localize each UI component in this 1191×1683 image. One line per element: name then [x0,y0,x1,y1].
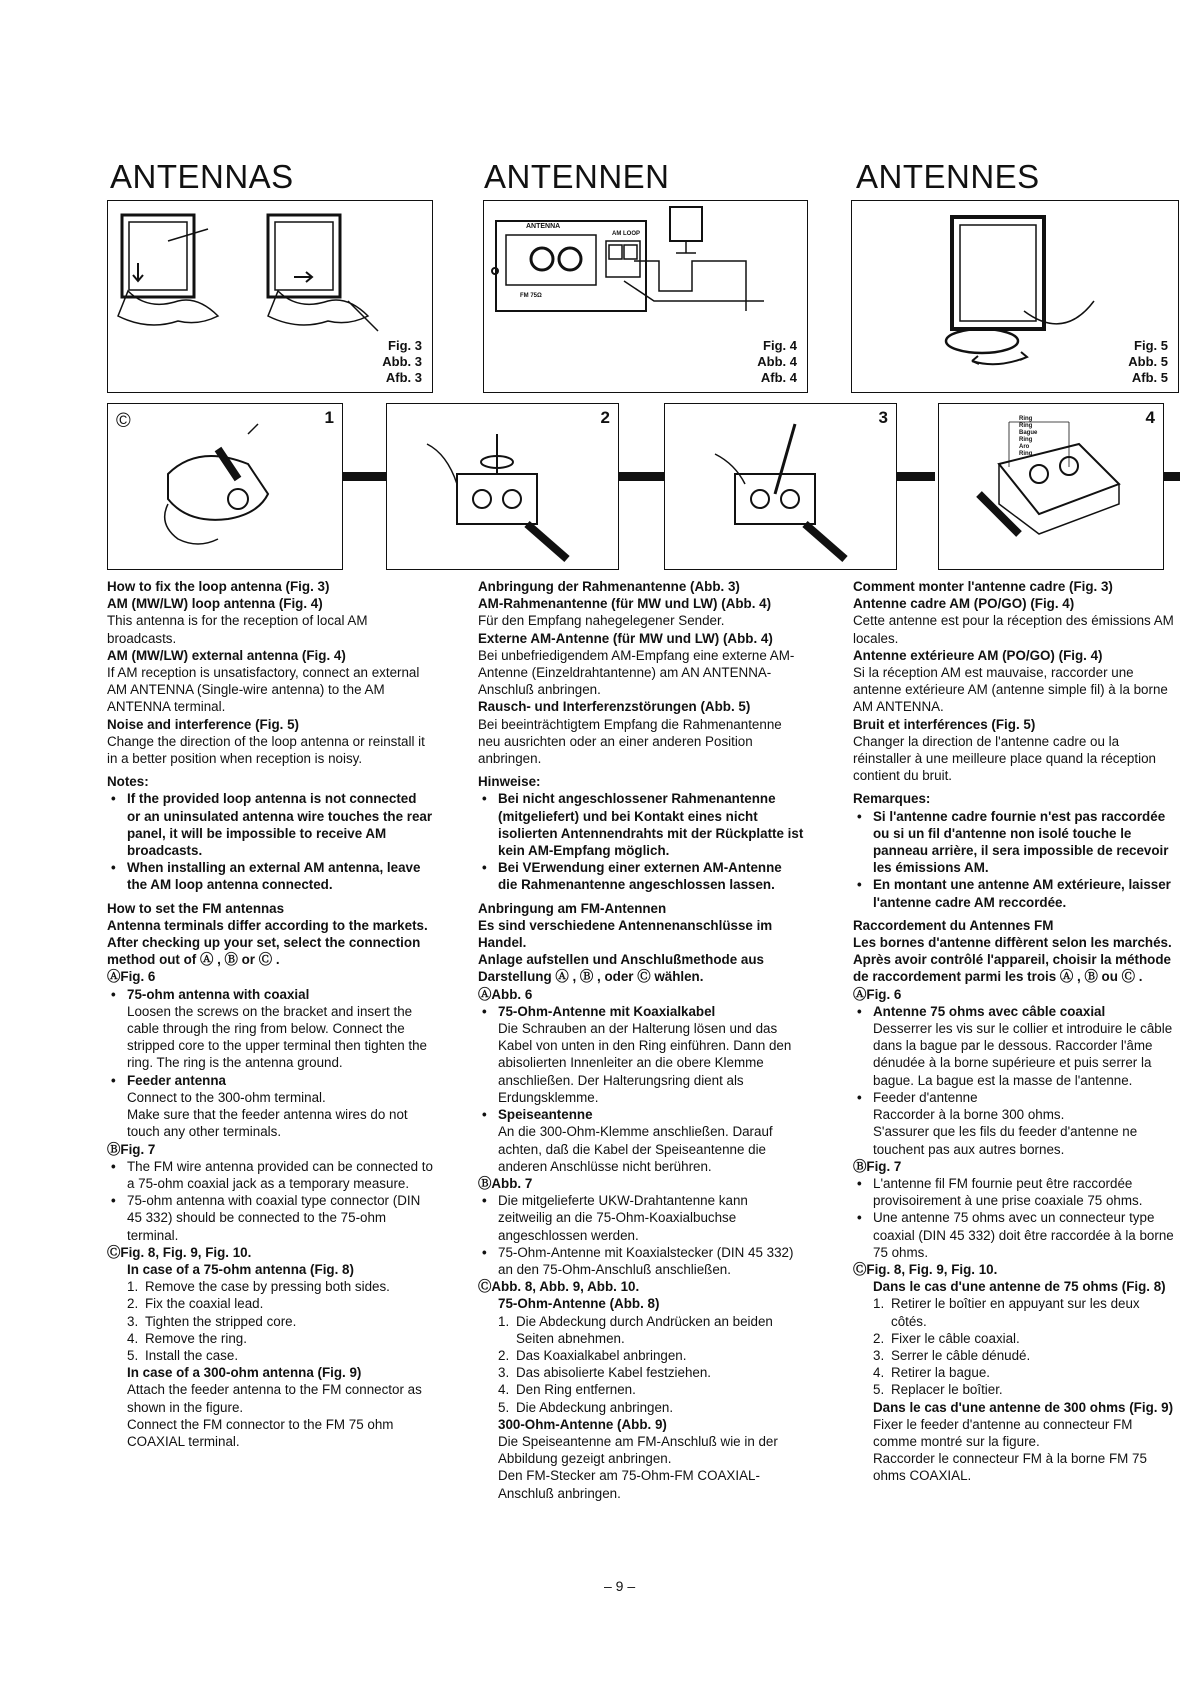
step-4-box [938,403,1164,570]
figure-3-loop-antenna [107,200,433,393]
heading: Raccordement du Antennes FM [853,917,1054,933]
method-b-heading: ⒷFig. 7 [107,1141,156,1157]
note-text: Bei nicht angeschlossener Rahmenantenne (mitgeliefert) und bei Kontakt eines nicht isolierten Antennendrahts mit der Rückplatte ist kein AM-Empfang möglich. [498,791,804,859]
list-item: • Speiseantenne [482,1107,593,1123]
heading: Antenne cadre AM (PO/GO) (Fig. 4) [853,596,1075,612]
method-c-heading: ⒸFig. 8, Fig. 9, Fig. 10. [853,1261,998,1277]
item-text: Die mitgelieferte UKW-Drahtantenne kann zeitweilig an die 75-Ohm-Koaxialbuchse angeschlossen werden. [498,1193,748,1243]
list-item: • Une antenne 75 ohms avec un connecteur type coaxial (DIN 45 332) doit être raccordée à la borne 75 ohms. [857,1210,1174,1260]
ring-label: Bague [1019,430,1038,436]
item-heading: 75-Ohm-Antenne mit Koaxialkabel [498,1003,716,1019]
note-item: • Bei nicht angeschlossener Rahmenantenne (mitgeliefert) und bei Kontakt eines nicht isolierten Antennendrahts mit der Rückplatte ist kein AM-Empfang möglich. [482,791,804,859]
paragraph: Fixer le feeder d'antenne au connecteur FM comme montré sur la figure. [873,1416,1133,1449]
paragraph: Connect to the 300-ohm terminal. [127,1089,326,1105]
notes-heading: Hinweise: [478,774,541,790]
heading: AM-Rahmenantenne (für MW und LW) (Abb. 4) [478,596,772,612]
caption-line: Fig. 5 [1134,338,1168,353]
step-text: Remove the case by pressing both sides. [145,1279,390,1295]
english-column [107,578,433,1450]
notes-heading: Notes: [107,774,149,790]
heading: Antenna terminals differ according to the markets. [107,917,428,933]
item-heading: Antenne 75 ohms avec câble coaxial [873,1003,1106,1019]
list-item: • 75-ohm antenna with coaxial type connector (DIN 45 332) should be connected to the 75-ohm terminal. [111,1193,421,1243]
page-number: – 9 – [604,1578,636,1594]
step-item: 3. Serrer le câble dénudé. [873,1347,1031,1363]
heading: Dans le cas d'une antenne de 300 ohms (Fig. 9) [873,1399,1174,1415]
list-item: • Feeder antenna [111,1072,226,1088]
note-text: Si l'antenne cadre fournie n'est pas raccordée ou si un fil d'antenne non isolé touche le panneau arrière, il sera impossible de recevoir les émissions AM. [873,808,1169,876]
fm-label: FM 75Ω [520,293,542,299]
item-text: 75-ohm antenna with coaxial type connector (DIN 45 332) should be connected to the 75-ohm terminal. [127,1193,421,1243]
paragraph: Bei beeinträchtigtem Empfang die Rahmenantenne neu ausrichten oder an einer anderen Position anbringen. [478,716,782,767]
paragraph: Raccorder le connecteur FM à la borne FM 75 ohms COAXIAL. [873,1451,1147,1484]
connector-bar [339,472,389,481]
list-item: • Antenne 75 ohms avec câble coaxial [857,1003,1106,1019]
paragraph: Connect the FM connector to the FM 75 ohm COAXIAL terminal. [127,1416,394,1449]
paragraph: Attach the feeder antenna to the FM connector as shown in the figure. [127,1382,422,1415]
paragraph: Loosen the screws on the bracket and insert the cable through the ring from below. Connect the stripped core to the upper terminal then tighten the ring. The ring is the antenna ground. [127,1003,427,1071]
step-text: Das abisolierte Kabel festziehen. [516,1365,712,1381]
heading: 75-Ohm-Antenne (Abb. 8) [498,1296,660,1312]
list-item: • 75-Ohm-Antenne mit Koaxialkabel [482,1003,716,1019]
method-b-heading: ⒷAbb. 7 [478,1175,533,1191]
heading: Anbringung der Rahmenantenne (Abb. 3) [478,579,740,594]
ring-label: Ring [1019,416,1033,422]
step-2-box [386,403,619,570]
step-item: 3. Das abisolierte Kabel festziehen. [498,1365,712,1381]
figure-4-caption [757,338,797,386]
caption-line: Afb. 5 [1131,370,1168,385]
step-number: 2 [600,408,610,427]
coaxial-lead-illustration [387,404,620,571]
paragraph: Cette antenne est pour la réception des émissions AM locales. [853,613,1174,646]
caption-line: Abb. 3 [382,354,422,369]
item-heading: 75-ohm antenna with coaxial [127,986,310,1002]
paragraph: Changer la direction de l'antenne cadre ou la réinstaller à une meilleure place quand la réception contient du bruit. [853,733,1156,784]
item-text: The FM wire antenna provided can be connected to a 75-ohm coaxial jack as a temporary measure. [127,1158,433,1191]
method-c-heading: ⒸFig. 8, Fig. 9, Fig. 10. [107,1244,252,1260]
item-heading: Feeder d'antenne [873,1089,978,1105]
am-loop-label: AM LOOP [612,231,640,237]
note-text: If the provided loop antenna is not connected or an uninsulated antenna wire touches the rear panel, it will be impossible to receive AM broadcasts. [127,791,433,859]
list-item: • 75-ohm antenna with coaxial [111,986,310,1002]
list-item: • Feeder d'antenne [857,1089,978,1105]
step-text: Fix the coaxial lead. [145,1296,264,1312]
step-text: Fixer le câble coaxial. [891,1330,1020,1346]
step-item: 2. Das Koaxialkabel anbringen. [498,1347,687,1363]
method-a-heading: ⒶAbb. 6 [478,986,533,1002]
step-text: Install the case. [145,1347,239,1363]
caption-line: Fig. 3 [388,338,422,353]
step-1-box [107,403,343,570]
ring-label: Ring [1019,423,1033,429]
note-text: When installing an external AM antenna, leave the AM loop antenna connected. [127,860,421,893]
ring-label: Ring [1019,451,1033,457]
heading: Comment monter l'antenne cadre (Fig. 3) [853,579,1113,594]
heading: Externe AM-Antenne (für MW und LW) (Abb. 4) [478,630,773,646]
title-german: ANTENNEN [484,158,670,195]
paragraph: Raccorder à la borne 300 ohms. [873,1107,1065,1123]
title-english: ANTENNAS [110,158,294,195]
step-text: Remove the ring. [145,1330,247,1346]
paragraph: Den FM-Stecker am 75-Ohm-FM COAXIAL-Anschluß anbringen. [498,1468,760,1501]
method-a-heading: ⒶFig. 6 [107,969,156,985]
heading: How to set the FM antennas [107,900,285,916]
note-item: • Si l'antenne cadre fournie n'est pas raccordée ou si un fil d'antenne non isolé touche le panneau arrière, il sera impossible de recevoir les émissions AM. [857,808,1169,876]
step-item: 1. Remove the case by pressing both sides. [127,1279,390,1295]
heading: Noise and interference (Fig. 5) [107,716,299,732]
caption-line: Abb. 4 [757,354,797,369]
method-a-heading: ⒶFig. 6 [853,986,902,1002]
connector-bar [615,472,665,481]
step-text: Die Abdeckung durch Andrücken an beiden Seiten abnehmen. [516,1313,773,1346]
ring-label: Ring [1019,437,1033,443]
paragraph: This antenna is for the reception of local AM broadcasts. [107,613,368,646]
step-item: 4. Retirer la bague. [873,1365,990,1381]
note-text: Bei VErwendung einer externen AM-Antenne die Rahmenantenne angeschlossen lassen. [498,860,782,893]
figure-5-loop-direction [851,200,1179,393]
item-text: Une antenne 75 ohms avec un connecteur type coaxial (DIN 45 332) doit être raccordée à la borne 75 ohms. [873,1210,1174,1260]
step-item: 5. Install the case. [127,1347,239,1363]
step-item: 4. Remove the ring. [127,1330,247,1346]
step-item: 5. Replacer le boîtier. [873,1382,1003,1398]
install-case-illustration [939,404,1165,571]
heading: After checking up your set, select the connection method out of Ⓐ , Ⓑ or Ⓒ . [107,935,421,968]
heading: Rausch- und Interferenzstörungen (Abb. 5) [478,699,751,715]
step-text: Den Ring entfernen. [516,1382,636,1398]
step-text: Retirer la bague. [891,1365,990,1381]
caption-line: Afb. 4 [760,370,797,385]
heading: Dans le cas d'une antenne de 75 ohms (Fig. 8) [873,1279,1166,1295]
method-c-heading: ⒸAbb. 8, Abb. 9, Abb. 10. [478,1279,640,1295]
step-item: 2. Fixer le câble coaxial. [873,1330,1020,1346]
connector-bar [895,472,935,481]
paragraph: Für den Empfang nahegelegener Sender. [478,613,725,629]
step-number: 3 [878,408,888,427]
paragraph: Change the direction of the loop antenna or reinstall it in a better position when reception is noisy. [107,733,425,767]
paragraph: Bei unbefriedigendem AM-Empfang eine externe AM-Antenne (Einzeldrahtantenne) am AN ANTENNA-Anschluß anbringen. [478,647,795,698]
paragraph: Die Speiseantenne am FM-Anschluß wie in der Abbildung gezeigt anbringen. [498,1433,778,1467]
ring-label: Aro [1019,444,1030,450]
title-french: ANTENNES [856,158,1040,195]
heading: AM (MW/LW) loop antenna (Fig. 4) [107,596,323,612]
tighten-core-illustration [665,404,898,571]
step-item: 4. Den Ring entfernen. [498,1382,636,1398]
paragraph: Desserrer les vis sur le collier et introduire le câble dans la bague par le dessous. Raccorder l'âme dénudée à la borne supérieure et puis serrer la bague. La bague est la masse de l'antenne. [873,1021,1173,1088]
heading: Après avoir contrôlé l'appareil, choisir la méthode de raccordement parmi les trois Ⓐ , Ⓑ ou Ⓒ . [853,952,1171,985]
heading: In case of a 75-ohm antenna (Fig. 8) [127,1261,354,1277]
heading: Es sind verschiedene Antennenanschlüsse im Handel. [478,917,773,951]
list-item: • Die mitgelieferte UKW-Drahtantenne kann zeitweilig an die 75-Ohm-Koaxialbuchse angeschlossen werden. [482,1193,748,1243]
paragraph: S'assurer que les fils du feeder d'antenne ne touchent pas aux autres bornes. [873,1124,1138,1157]
paragraph: Make sure that the feeder antenna wires do not touch any other terminals. [127,1107,408,1140]
step-text: Tighten the stripped core. [145,1313,297,1329]
connector-case-removal-illustration [108,404,344,571]
heading: Bruit et interférences (Fig. 5) [853,716,1036,732]
french-column [853,578,1179,1485]
step-text: Die Abdeckung anbringen. [516,1399,674,1415]
paragraph: Si la réception AM est mauvaise, raccorder une antenne extérieure AM (antenne simple fil) à la borne AM ANTENNA. [853,665,1168,715]
list-item: • L'antenne fil FM fournie peut être raccordée provisoirement à une prise coaxiale 75 ohms. [857,1175,1143,1209]
item-text: 75-Ohm-Antenne mit Koaxialstecker (DIN 45 332) an den 75-Ohm-Anschluß anschließen. [498,1244,794,1277]
heading: How to fix the loop antenna (Fig. 3) [107,579,330,594]
list-item: • 75-Ohm-Antenne mit Koaxialstecker (DIN 45 332) an den 75-Ohm-Anschluß anschließen. [482,1244,794,1277]
caption-line: Abb. 5 [1128,354,1168,369]
note-item: • En montant une antenne AM extérieure, laisser l'antenne cadre AM reccordée. [857,877,1171,910]
note-item: • Bei VErwendung einer externen AM-Antenne die Rahmenantenne angeschlossen lassen. [482,860,782,893]
list-item: • The FM wire antenna provided can be connected to a 75-ohm coaxial jack as a temporary measure. [111,1158,433,1191]
item-heading: Feeder antenna [127,1072,226,1088]
step-number: 4 [1145,408,1155,427]
figure-3-caption [382,338,422,386]
item-heading: Speiseantenne [498,1107,593,1123]
note-item: • If the provided loop antenna is not connected or an uninsulated antenna wire touches the rear panel, it will be impossible to receive AM broadcasts. [111,791,433,859]
paragraph: Die Schrauben an der Halterung lösen und das Kabel von unten in den Ring einführen. Dann den abisolierten Innenleiter an die obere Klemme anschließen. Der Halterungsring dient als Erdungsklemme. [498,1021,792,1105]
heading: AM (MW/LW) external antenna (Fig. 4) [107,647,346,663]
heading: Anlage aufstellen und Anschlußmethode aus Darstellung Ⓐ , Ⓑ , oder Ⓒ wählen. [478,952,764,985]
caption-line: Fig. 4 [763,338,797,353]
circled-c-mark: © [116,410,131,432]
caption-line: Afb. 3 [385,370,422,385]
heading: Les bornes d'antenne diffèrent selon les marchés. [853,935,1172,951]
note-text: En montant une antenne AM extérieure, laisser l'antenne cadre AM reccordée. [873,877,1171,910]
item-text: L'antenne fil FM fournie peut être raccordée provisoirement à une prise coaxiale 75 ohms. [873,1175,1143,1209]
step-text: Retirer le boîtier en appuyant sur les deux côtés. [891,1296,1140,1329]
step-text: Serrer le câble dénudé. [891,1347,1031,1363]
heading: In case of a 300-ohm antenna (Fig. 9) [127,1365,362,1381]
step-text: Das Koaxialkabel anbringen. [516,1347,687,1363]
step-item: 1. Die Abdeckung durch Andrücken an beiden Seiten abnehmen. [498,1313,773,1346]
note-item: • When installing an external AM antenna, leave the AM loop antenna connected. [111,860,421,893]
german-column [478,578,804,1502]
paragraph: If AM reception is unsatisfactory, connect an external AM ANTENNA (Single-wire antenna) to the AM ANTENNA terminal. [107,665,420,715]
step-item: 5. Die Abdeckung anbringen. [498,1399,674,1415]
figure-5-caption [1128,338,1168,386]
paragraph: An die 300-Ohm-Klemme anschließen. Darauf achten, daß die Kabel der Speiseantenne die anderen Anschlüsse nicht berühren. [498,1124,773,1174]
step-item: 2. Fix the coaxial lead. [127,1296,264,1312]
antenna-label: ANTENNA [526,223,561,230]
step-item: 1. Retirer le boîtier en appuyant sur les deux côtés. [873,1296,1140,1329]
method-b-heading: ⒷFig. 7 [853,1158,902,1174]
step-item: 3. Tighten the stripped core. [127,1313,297,1329]
heading: Anbringung am FM-Antennen [478,900,667,916]
figure-4-rear-panel [483,200,808,393]
heading: Antenne extérieure AM (PO/GO) (Fig. 4) [853,647,1103,663]
step-number: 1 [324,408,334,427]
heading: 300-Ohm-Antenne (Abb. 9) [498,1416,667,1432]
step-text: Replacer le boîtier. [891,1382,1003,1398]
step-3-box [664,403,897,570]
notes-heading: Remarques: [853,791,931,807]
